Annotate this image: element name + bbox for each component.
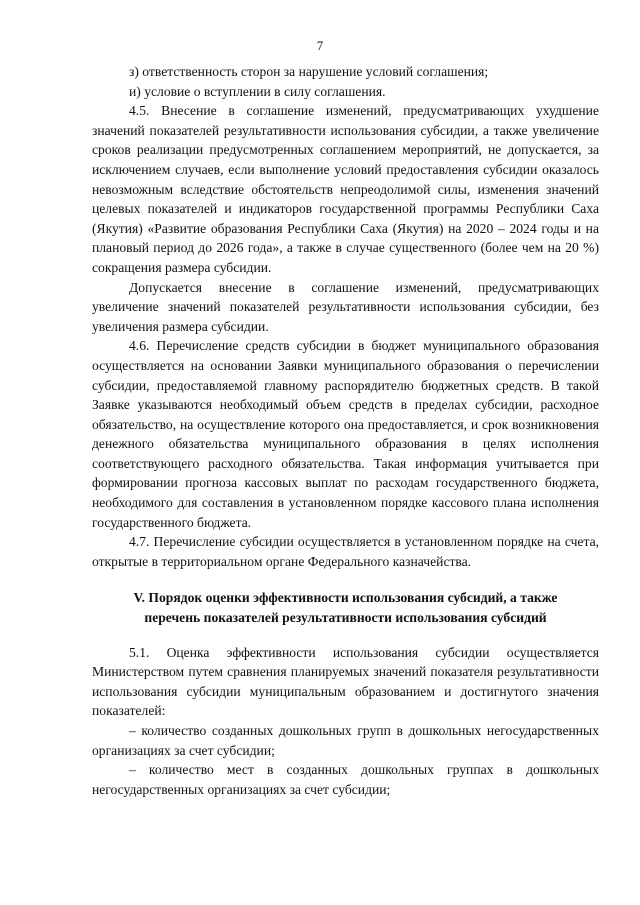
document-body [92,62,599,799]
paragraph-4-6: 4.6. Перечисление средств субсидии в бюджет муниципального образования осуществляется на основании Заявки муниципального образования о перечислении субсидии, предоставляемой главному распорядителю бюджетных средств. В такой Заявке указываются необходимый объем средств в пределах субсидии, расходное обязательство, на осуществление которого она предоставляется, и срок возникновения денежного обязательства муниципального образования в целях исполнения соответствующего расходного обязательства. Такая информация учитывается при формировании прогноза кассовых выплат по расходам государственного бюджета, необходимого для составления в установленном порядке кассового плана исполнения государственного бюджета. [92,338,599,530]
paragraph-4-7: 4.7. Перечисление субсидии осуществляется в установленном порядке на счета, открытые в территориальном органе Федерального казначейства. [92,534,599,569]
section-heading-line-1: V. Порядок оценки эффективности использования субсидий, а также [133,590,558,606]
page-number: 7 [316,38,324,53]
paragraph-4-5: 4.5. Внесение в соглашение изменений, предусматривающих ухудшение значений показателей результативности использования субсидии, а также увеличение сроков реализации предусмотренных соглашением мероприятий, не допускается, за исключением случаев, если выполнение условий предоставления субсидии оказалось невозможным вследствие обстоятельств непреодолимой силы, изменения значений целевых показателей и индикаторов государственной программы Республики Саха (Якутия) «Развитие образования Республики Саха (Якутия) на 2020 – 2024 годы и на плановый период до 2026 года», а также в случае существенного (более чем на 20 %) сокращения размера субсидии. [92,103,599,275]
paragraph-5-1: 5.1. Оценка эффективности использования субсидии осуществляется Министерством путем сравнения планируемых значений показателя результативности использования субсидии муниципальным образованием и достигнутого значения показателей: [92,644,599,719]
paragraph-item-z: з) ответственность сторон за нарушение условий соглашения; [129,64,489,79]
paragraph-4-5-addendum: Допускается внесение в соглашение изменений, предусматривающих увеличение значений показателей результативности использования субсидии, без увеличения размера субсидии. [92,279,599,334]
list-item-groups-count: – количество созданных дошкольных групп в дошкольных негосударственных организациях за счет субсидии; [92,723,599,758]
list-item-places-count: – количество мест в созданных дошкольных группах в дошкольных негосударственных организациях за счет субсидии; [92,762,599,797]
paragraph-item-i: и) условие о вступлении в силу соглашения. [129,83,386,99]
section-heading [92,588,599,627]
section-heading-line-2: перечень показателей результативности использования субсидий [144,610,547,626]
